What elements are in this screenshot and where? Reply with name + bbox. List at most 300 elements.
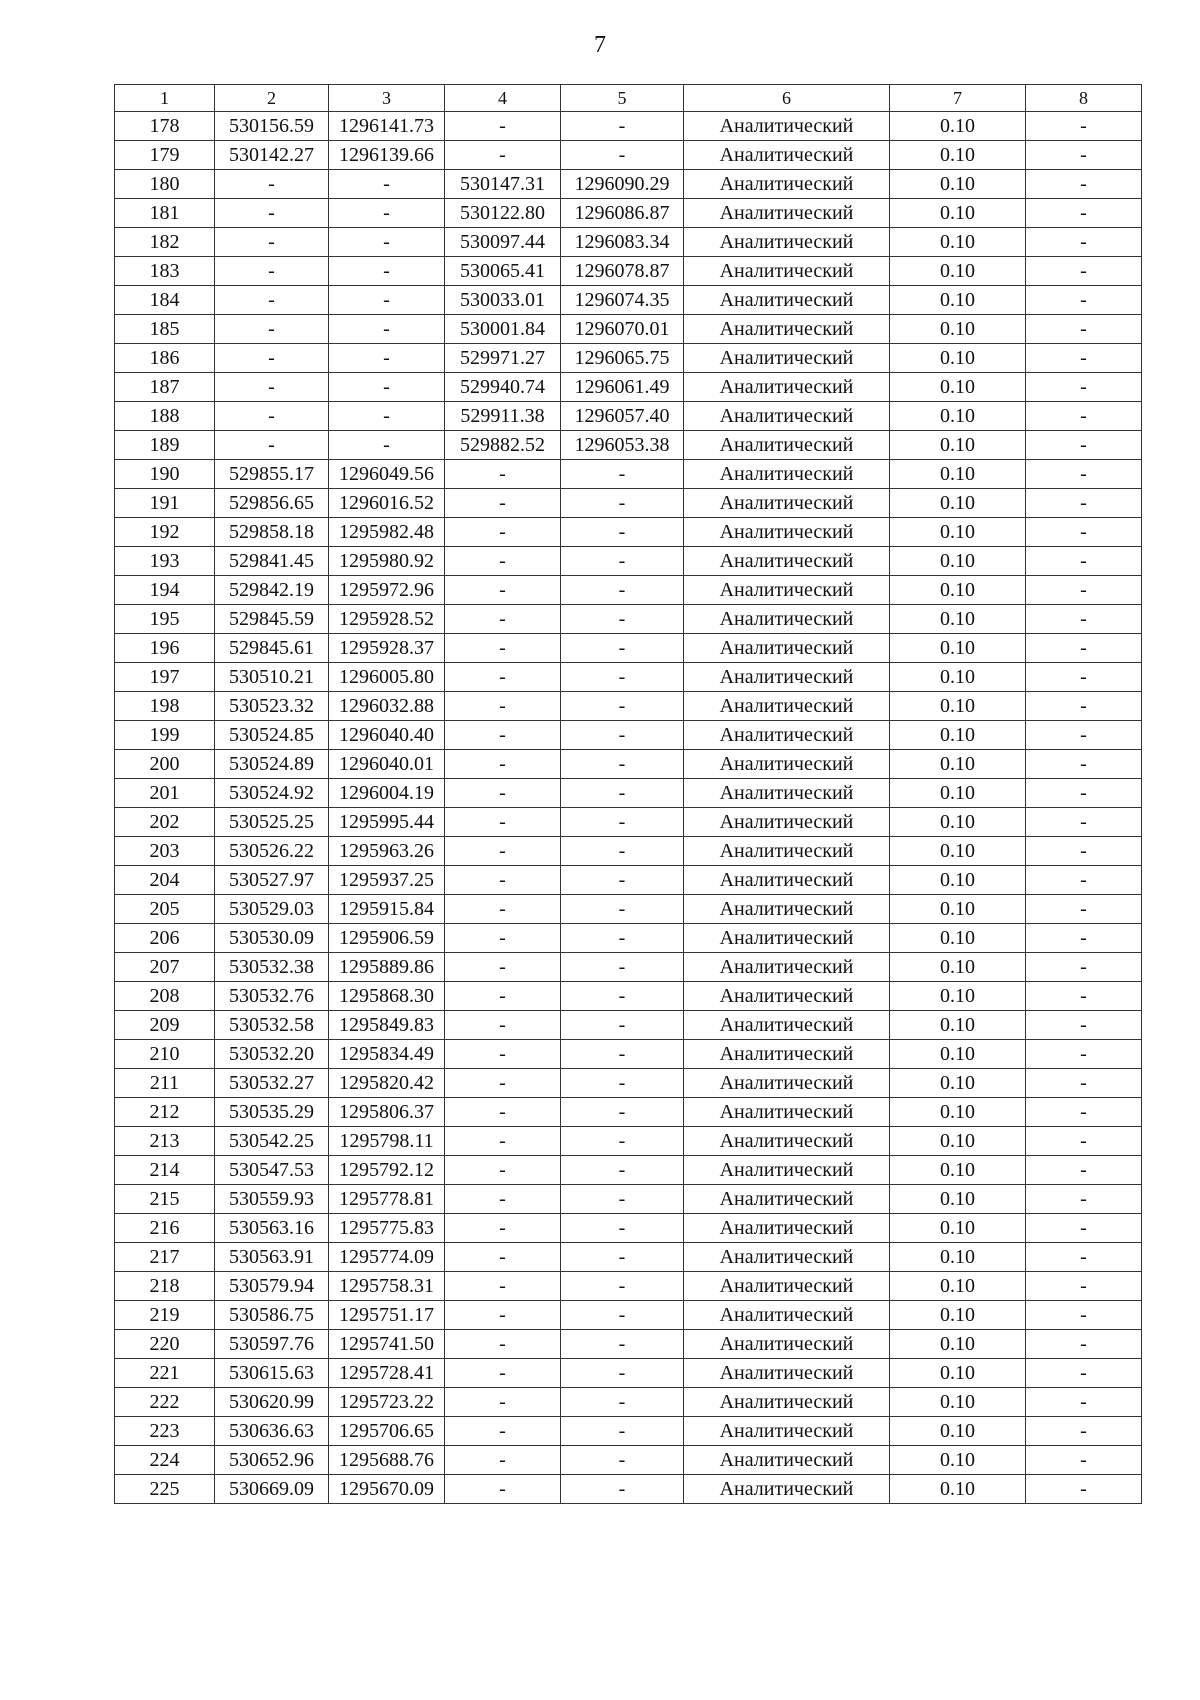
x-coordinate-alt-cell: 529911.38 — [445, 402, 561, 431]
note-cell: - — [1026, 1098, 1142, 1127]
accuracy-cell: 0.10 — [890, 518, 1026, 547]
method-cell: Аналитический — [684, 576, 890, 605]
y-coordinate-cell: 1295728.41 — [329, 1359, 445, 1388]
method-cell: Аналитический — [684, 315, 890, 344]
table-row — [115, 1011, 1142, 1040]
table-header-row — [115, 85, 1142, 112]
x-coordinate-alt-cell: 530065.41 — [445, 257, 561, 286]
point-number-cell: 203 — [115, 837, 215, 866]
method-cell: Аналитический — [684, 286, 890, 315]
y-coordinate-cell: 1295806.37 — [329, 1098, 445, 1127]
y-coordinate-alt-cell: - — [561, 141, 684, 170]
x-coordinate-cell: 530532.27 — [215, 1069, 329, 1098]
table-row — [115, 1040, 1142, 1069]
method-cell: Аналитический — [684, 1446, 890, 1475]
note-cell: - — [1026, 1330, 1142, 1359]
point-number-cell: 211 — [115, 1069, 215, 1098]
table-row — [115, 1475, 1142, 1504]
y-coordinate-cell: - — [329, 315, 445, 344]
table-row — [115, 982, 1142, 1011]
x-coordinate-alt-cell: - — [445, 1359, 561, 1388]
note-cell: - — [1026, 1156, 1142, 1185]
accuracy-cell: 0.10 — [890, 1156, 1026, 1185]
method-cell: Аналитический — [684, 808, 890, 837]
x-coordinate-cell: 530542.25 — [215, 1127, 329, 1156]
accuracy-cell: 0.10 — [890, 866, 1026, 895]
method-cell: Аналитический — [684, 1301, 890, 1330]
method-cell: Аналитический — [684, 489, 890, 518]
accuracy-cell: 0.10 — [890, 1214, 1026, 1243]
table-row — [115, 634, 1142, 663]
coordinates-table — [114, 84, 1142, 1504]
x-coordinate-alt-cell: - — [445, 1214, 561, 1243]
point-number-cell: 207 — [115, 953, 215, 982]
y-coordinate-cell: 1295834.49 — [329, 1040, 445, 1069]
x-coordinate-cell: 529858.18 — [215, 518, 329, 547]
method-cell: Аналитический — [684, 547, 890, 576]
y-coordinate-cell: 1296032.88 — [329, 692, 445, 721]
y-coordinate-cell: 1295868.30 — [329, 982, 445, 1011]
x-coordinate-alt-cell: - — [445, 866, 561, 895]
note-cell: - — [1026, 837, 1142, 866]
table-row — [115, 199, 1142, 228]
x-coordinate-cell: - — [215, 170, 329, 199]
note-cell: - — [1026, 663, 1142, 692]
accuracy-cell: 0.10 — [890, 1475, 1026, 1504]
accuracy-cell: 0.10 — [890, 1243, 1026, 1272]
y-coordinate-cell: - — [329, 402, 445, 431]
method-cell: Аналитический — [684, 1069, 890, 1098]
y-coordinate-alt-cell: - — [561, 1243, 684, 1272]
x-coordinate-alt-cell: 530122.80 — [445, 199, 561, 228]
y-coordinate-cell: 1295928.52 — [329, 605, 445, 634]
method-cell: Аналитический — [684, 634, 890, 663]
note-cell: - — [1026, 141, 1142, 170]
y-coordinate-alt-cell: - — [561, 1069, 684, 1098]
note-cell: - — [1026, 982, 1142, 1011]
point-number-cell: 201 — [115, 779, 215, 808]
table-row — [115, 1359, 1142, 1388]
note-cell: - — [1026, 1359, 1142, 1388]
method-cell: Аналитический — [684, 692, 890, 721]
y-coordinate-alt-cell: 1296078.87 — [561, 257, 684, 286]
note-cell: - — [1026, 1272, 1142, 1301]
y-coordinate-alt-cell: - — [561, 1417, 684, 1446]
x-coordinate-cell: 530523.32 — [215, 692, 329, 721]
y-coordinate-cell: 1295937.25 — [329, 866, 445, 895]
table-row — [115, 489, 1142, 518]
accuracy-cell: 0.10 — [890, 953, 1026, 982]
x-coordinate-cell: 530620.99 — [215, 1388, 329, 1417]
table-row — [115, 895, 1142, 924]
note-cell: - — [1026, 1446, 1142, 1475]
method-cell: Аналитический — [684, 1330, 890, 1359]
x-coordinate-alt-cell: - — [445, 750, 561, 779]
note-cell: - — [1026, 1243, 1142, 1272]
y-coordinate-alt-cell: 1296057.40 — [561, 402, 684, 431]
y-coordinate-cell: 1296139.66 — [329, 141, 445, 170]
x-coordinate-alt-cell: - — [445, 1243, 561, 1272]
x-coordinate-alt-cell: - — [445, 779, 561, 808]
point-number-cell: 190 — [115, 460, 215, 489]
y-coordinate-alt-cell: - — [561, 489, 684, 518]
note-cell: - — [1026, 344, 1142, 373]
y-coordinate-cell: 1295798.11 — [329, 1127, 445, 1156]
accuracy-cell: 0.10 — [890, 373, 1026, 402]
y-coordinate-alt-cell: - — [561, 1214, 684, 1243]
column-header-8: 8 — [1026, 85, 1142, 112]
method-cell: Аналитический — [684, 779, 890, 808]
x-coordinate-alt-cell: - — [445, 982, 561, 1011]
note-cell: - — [1026, 286, 1142, 315]
point-number-cell: 217 — [115, 1243, 215, 1272]
point-number-cell: 215 — [115, 1185, 215, 1214]
note-cell: - — [1026, 315, 1142, 344]
x-coordinate-alt-cell: - — [445, 547, 561, 576]
x-coordinate-cell: 530563.16 — [215, 1214, 329, 1243]
x-coordinate-cell: 530579.94 — [215, 1272, 329, 1301]
accuracy-cell: 0.10 — [890, 1098, 1026, 1127]
y-coordinate-alt-cell: - — [561, 1388, 684, 1417]
y-coordinate-alt-cell: - — [561, 547, 684, 576]
y-coordinate-alt-cell: - — [561, 866, 684, 895]
x-coordinate-alt-cell: - — [445, 1011, 561, 1040]
note-cell: - — [1026, 576, 1142, 605]
note-cell: - — [1026, 489, 1142, 518]
point-number-cell: 198 — [115, 692, 215, 721]
accuracy-cell: 0.10 — [890, 895, 1026, 924]
x-coordinate-alt-cell: 530001.84 — [445, 315, 561, 344]
table-row — [115, 460, 1142, 489]
column-header-2: 2 — [215, 85, 329, 112]
note-cell: - — [1026, 1185, 1142, 1214]
table-row — [115, 1185, 1142, 1214]
accuracy-cell: 0.10 — [890, 1127, 1026, 1156]
note-cell: - — [1026, 692, 1142, 721]
accuracy-cell: 0.10 — [890, 170, 1026, 199]
accuracy-cell: 0.10 — [890, 1185, 1026, 1214]
note-cell: - — [1026, 257, 1142, 286]
accuracy-cell: 0.10 — [890, 431, 1026, 460]
column-header-7: 7 — [890, 85, 1026, 112]
y-coordinate-alt-cell: - — [561, 1330, 684, 1359]
y-coordinate-cell: 1295778.81 — [329, 1185, 445, 1214]
accuracy-cell: 0.10 — [890, 286, 1026, 315]
y-coordinate-cell: - — [329, 344, 445, 373]
table-row — [115, 402, 1142, 431]
method-cell: Аналитический — [684, 1417, 890, 1446]
accuracy-cell: 0.10 — [890, 141, 1026, 170]
point-number-cell: 191 — [115, 489, 215, 518]
y-coordinate-cell: 1295820.42 — [329, 1069, 445, 1098]
x-coordinate-alt-cell: 529882.52 — [445, 431, 561, 460]
y-coordinate-cell: 1295723.22 — [329, 1388, 445, 1417]
method-cell: Аналитический — [684, 431, 890, 460]
point-number-cell: 205 — [115, 895, 215, 924]
method-cell: Аналитический — [684, 837, 890, 866]
column-header-4: 4 — [445, 85, 561, 112]
x-coordinate-cell: 530532.76 — [215, 982, 329, 1011]
point-number-cell: 218 — [115, 1272, 215, 1301]
table-row — [115, 373, 1142, 402]
accuracy-cell: 0.10 — [890, 1069, 1026, 1098]
y-coordinate-cell: 1295670.09 — [329, 1475, 445, 1504]
table-row — [115, 721, 1142, 750]
y-coordinate-alt-cell: - — [561, 663, 684, 692]
table-row — [115, 837, 1142, 866]
x-coordinate-alt-cell: 529971.27 — [445, 344, 561, 373]
point-number-cell: 180 — [115, 170, 215, 199]
x-coordinate-cell: 529845.61 — [215, 634, 329, 663]
table-row — [115, 1127, 1142, 1156]
method-cell: Аналитический — [684, 402, 890, 431]
x-coordinate-alt-cell: - — [445, 634, 561, 663]
x-coordinate-alt-cell: - — [445, 1272, 561, 1301]
x-coordinate-alt-cell: - — [445, 1301, 561, 1330]
point-number-cell: 182 — [115, 228, 215, 257]
y-coordinate-alt-cell: 1296053.38 — [561, 431, 684, 460]
y-coordinate-alt-cell: - — [561, 808, 684, 837]
y-coordinate-cell: 1296040.40 — [329, 721, 445, 750]
y-coordinate-cell: 1295889.86 — [329, 953, 445, 982]
y-coordinate-alt-cell: 1296065.75 — [561, 344, 684, 373]
y-coordinate-alt-cell: - — [561, 605, 684, 634]
y-coordinate-cell: - — [329, 373, 445, 402]
y-coordinate-alt-cell: - — [561, 692, 684, 721]
x-coordinate-cell: 530524.85 — [215, 721, 329, 750]
point-number-cell: 206 — [115, 924, 215, 953]
x-coordinate-alt-cell: - — [445, 1330, 561, 1359]
x-coordinate-cell: 530529.03 — [215, 895, 329, 924]
y-coordinate-cell: 1295928.37 — [329, 634, 445, 663]
y-coordinate-cell: 1295963.26 — [329, 837, 445, 866]
point-number-cell: 214 — [115, 1156, 215, 1185]
point-number-cell: 222 — [115, 1388, 215, 1417]
x-coordinate-cell: 530559.93 — [215, 1185, 329, 1214]
x-coordinate-cell: 530510.21 — [215, 663, 329, 692]
x-coordinate-cell: 530586.75 — [215, 1301, 329, 1330]
note-cell: - — [1026, 1301, 1142, 1330]
note-cell: - — [1026, 1475, 1142, 1504]
method-cell: Аналитический — [684, 866, 890, 895]
x-coordinate-alt-cell: - — [445, 1069, 561, 1098]
x-coordinate-alt-cell: - — [445, 1475, 561, 1504]
accuracy-cell: 0.10 — [890, 663, 1026, 692]
note-cell: - — [1026, 112, 1142, 141]
x-coordinate-cell: 530669.09 — [215, 1475, 329, 1504]
point-number-cell: 178 — [115, 112, 215, 141]
method-cell: Аналитический — [684, 373, 890, 402]
y-coordinate-cell: - — [329, 286, 445, 315]
method-cell: Аналитический — [684, 1475, 890, 1504]
column-header-6: 6 — [684, 85, 890, 112]
note-cell: - — [1026, 1214, 1142, 1243]
x-coordinate-alt-cell: - — [445, 1127, 561, 1156]
method-cell: Аналитический — [684, 518, 890, 547]
point-number-cell: 196 — [115, 634, 215, 663]
table-row — [115, 866, 1142, 895]
x-coordinate-cell: 530532.58 — [215, 1011, 329, 1040]
table-row — [115, 257, 1142, 286]
x-coordinate-alt-cell: - — [445, 518, 561, 547]
column-header-5: 5 — [561, 85, 684, 112]
y-coordinate-alt-cell: - — [561, 460, 684, 489]
y-coordinate-alt-cell: - — [561, 1272, 684, 1301]
table-row — [115, 750, 1142, 779]
x-coordinate-cell: - — [215, 373, 329, 402]
y-coordinate-alt-cell: - — [561, 1098, 684, 1127]
y-coordinate-alt-cell: - — [561, 1185, 684, 1214]
y-coordinate-cell: 1295741.50 — [329, 1330, 445, 1359]
x-coordinate-alt-cell: - — [445, 460, 561, 489]
x-coordinate-cell: - — [215, 257, 329, 286]
x-coordinate-alt-cell: - — [445, 1185, 561, 1214]
point-number-cell: 189 — [115, 431, 215, 460]
x-coordinate-alt-cell: 529940.74 — [445, 373, 561, 402]
page-number: 7 — [594, 32, 606, 58]
y-coordinate-alt-cell: - — [561, 518, 684, 547]
y-coordinate-alt-cell: 1296074.35 — [561, 286, 684, 315]
accuracy-cell: 0.10 — [890, 605, 1026, 634]
table-row — [115, 315, 1142, 344]
x-coordinate-alt-cell: 530147.31 — [445, 170, 561, 199]
x-coordinate-cell: 530525.25 — [215, 808, 329, 837]
x-coordinate-alt-cell: - — [445, 837, 561, 866]
y-coordinate-alt-cell: - — [561, 1127, 684, 1156]
y-coordinate-cell: 1295688.76 — [329, 1446, 445, 1475]
x-coordinate-cell: 529841.45 — [215, 547, 329, 576]
y-coordinate-alt-cell: - — [561, 953, 684, 982]
note-cell: - — [1026, 953, 1142, 982]
note-cell: - — [1026, 199, 1142, 228]
accuracy-cell: 0.10 — [890, 1011, 1026, 1040]
y-coordinate-cell: 1295982.48 — [329, 518, 445, 547]
point-number-cell: 212 — [115, 1098, 215, 1127]
y-coordinate-cell: - — [329, 431, 445, 460]
accuracy-cell: 0.10 — [890, 924, 1026, 953]
table-row — [115, 1301, 1142, 1330]
point-number-cell: 204 — [115, 866, 215, 895]
table-row — [115, 1098, 1142, 1127]
point-number-cell: 195 — [115, 605, 215, 634]
x-coordinate-cell: - — [215, 431, 329, 460]
method-cell: Аналитический — [684, 1011, 890, 1040]
note-cell: - — [1026, 866, 1142, 895]
accuracy-cell: 0.10 — [890, 112, 1026, 141]
y-coordinate-cell: 1295751.17 — [329, 1301, 445, 1330]
note-cell: - — [1026, 373, 1142, 402]
y-coordinate-alt-cell: - — [561, 895, 684, 924]
y-coordinate-alt-cell: - — [561, 1040, 684, 1069]
point-number-cell: 183 — [115, 257, 215, 286]
accuracy-cell: 0.10 — [890, 808, 1026, 837]
x-coordinate-alt-cell: - — [445, 721, 561, 750]
table-row — [115, 1272, 1142, 1301]
y-coordinate-cell: - — [329, 170, 445, 199]
x-coordinate-alt-cell: - — [445, 1388, 561, 1417]
y-coordinate-cell: 1296016.52 — [329, 489, 445, 518]
method-cell: Аналитический — [684, 1127, 890, 1156]
y-coordinate-cell: 1295915.84 — [329, 895, 445, 924]
note-cell: - — [1026, 228, 1142, 257]
method-cell: Аналитический — [684, 170, 890, 199]
column-header-3: 3 — [329, 85, 445, 112]
accuracy-cell: 0.10 — [890, 1388, 1026, 1417]
method-cell: Аналитический — [684, 344, 890, 373]
method-cell: Аналитический — [684, 895, 890, 924]
y-coordinate-cell: - — [329, 257, 445, 286]
note-cell: - — [1026, 547, 1142, 576]
table-row — [115, 953, 1142, 982]
note-cell: - — [1026, 1040, 1142, 1069]
y-coordinate-cell: 1295995.44 — [329, 808, 445, 837]
x-coordinate-cell: 530530.09 — [215, 924, 329, 953]
x-coordinate-cell: - — [215, 344, 329, 373]
table-row — [115, 518, 1142, 547]
point-number-cell: 187 — [115, 373, 215, 402]
y-coordinate-cell: 1295972.96 — [329, 576, 445, 605]
point-number-cell: 186 — [115, 344, 215, 373]
method-cell: Аналитический — [684, 1272, 890, 1301]
accuracy-cell: 0.10 — [890, 1301, 1026, 1330]
x-coordinate-alt-cell: 530097.44 — [445, 228, 561, 257]
point-number-cell: 223 — [115, 1417, 215, 1446]
y-coordinate-alt-cell: 1296070.01 — [561, 315, 684, 344]
method-cell: Аналитический — [684, 953, 890, 982]
point-number-cell: 208 — [115, 982, 215, 1011]
point-number-cell: 225 — [115, 1475, 215, 1504]
y-coordinate-alt-cell: - — [561, 982, 684, 1011]
point-number-cell: 219 — [115, 1301, 215, 1330]
x-coordinate-alt-cell: - — [445, 576, 561, 605]
y-coordinate-alt-cell: - — [561, 1359, 684, 1388]
y-coordinate-cell: 1296004.19 — [329, 779, 445, 808]
table-body — [115, 85, 1142, 1504]
accuracy-cell: 0.10 — [890, 779, 1026, 808]
y-coordinate-cell: 1295792.12 — [329, 1156, 445, 1185]
x-coordinate-cell: 530142.27 — [215, 141, 329, 170]
table-row — [115, 1156, 1142, 1185]
point-number-cell: 197 — [115, 663, 215, 692]
y-coordinate-cell: 1296141.73 — [329, 112, 445, 141]
point-number-cell: 224 — [115, 1446, 215, 1475]
table-row — [115, 1069, 1142, 1098]
table-row — [115, 779, 1142, 808]
x-coordinate-cell: 530527.97 — [215, 866, 329, 895]
note-cell: - — [1026, 1127, 1142, 1156]
table-row — [115, 1330, 1142, 1359]
accuracy-cell: 0.10 — [890, 982, 1026, 1011]
y-coordinate-alt-cell: 1296090.29 — [561, 170, 684, 199]
x-coordinate-cell: 530652.96 — [215, 1446, 329, 1475]
method-cell: Аналитический — [684, 1185, 890, 1214]
table-row — [115, 431, 1142, 460]
note-cell: - — [1026, 1011, 1142, 1040]
method-cell: Аналитический — [684, 1388, 890, 1417]
point-number-cell: 209 — [115, 1011, 215, 1040]
y-coordinate-cell: 1295906.59 — [329, 924, 445, 953]
x-coordinate-alt-cell: - — [445, 489, 561, 518]
table-row — [115, 286, 1142, 315]
y-coordinate-cell: 1295980.92 — [329, 547, 445, 576]
method-cell: Аналитический — [684, 228, 890, 257]
point-number-cell: 188 — [115, 402, 215, 431]
accuracy-cell: 0.10 — [890, 837, 1026, 866]
x-coordinate-alt-cell: - — [445, 605, 561, 634]
accuracy-cell: 0.10 — [890, 692, 1026, 721]
accuracy-cell: 0.10 — [890, 489, 1026, 518]
x-coordinate-cell: 530597.76 — [215, 1330, 329, 1359]
